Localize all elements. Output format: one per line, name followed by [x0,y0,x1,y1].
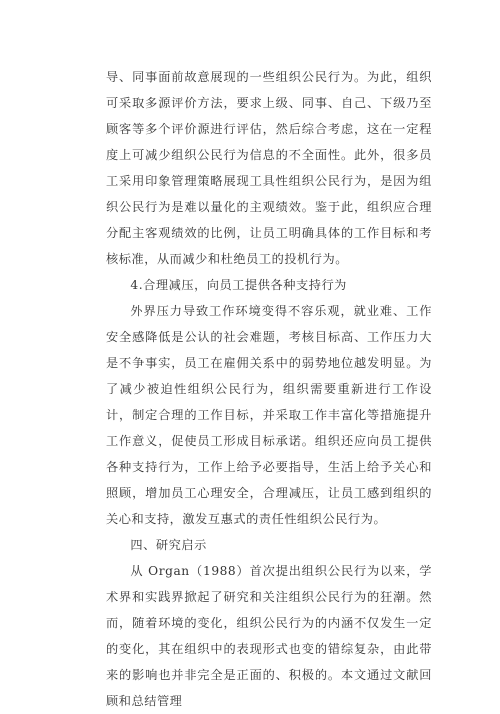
section-heading-4: 4.合理减压，向员工提供各种支持行为 [130,278,347,292]
paragraph-support-behaviors: 外界压力导致工作环境变得不容乐观，就业难、工作安全感降低是公认的社会难题，考核目标高、工作压力大是不争事实，员工在雇佣关系中的弱势地位越发明显。为了减少被迫性组织公民行为，组织需要重新进行工作设计，制定合理的工作目标，并采取工作丰富化等措施提升工作意义，促使员工形成目标承诺。组织还应向员工提供各种支持行为，工作上给予必要指导，生活上给予关心和照顾，增加员工心理安全，合理减压，让员工感到组织的关心和支持，激发互惠式的责任性组织公民行为。 [106,304,432,526]
paragraph-continuation: 导、同事面前故意展现的一些组织公民行为。为此，组织可采取多源评价方法，要求上级、同事、自己、下级乃至顾客等多个评价源进行评估，然后综合考虑，这在一定程度上可减少组织公民行为信息的不全面性。此外，很多员工采用印象管理策略展现工具性组织公民行为，是因为组织公民行为是难以量化的主观绩效。鉴于此，组织应合理分配主客观绩效的比例，让员工明确具体的工作目标和考核标准，从而减少和杜绝员工的投机行为。 [106,70,432,266]
paragraph-research-implications: 从 Organ（1988）首次提出组织公民行为以来，学术界和实践界掀起了研究和关注组织公民行为的狂潮。然而，随着环境的变化，组织公民行为的内涵不仅发生一定的变化，其在组织中的表现形式也变的错综复杂，由此带来的影响也并非完全是正面的、积极的。本文通过文献回顾和总结管理 [106,564,432,708]
document-body [106,64,432,714]
section-heading-research-implications: 四、研究启示 [130,538,207,552]
